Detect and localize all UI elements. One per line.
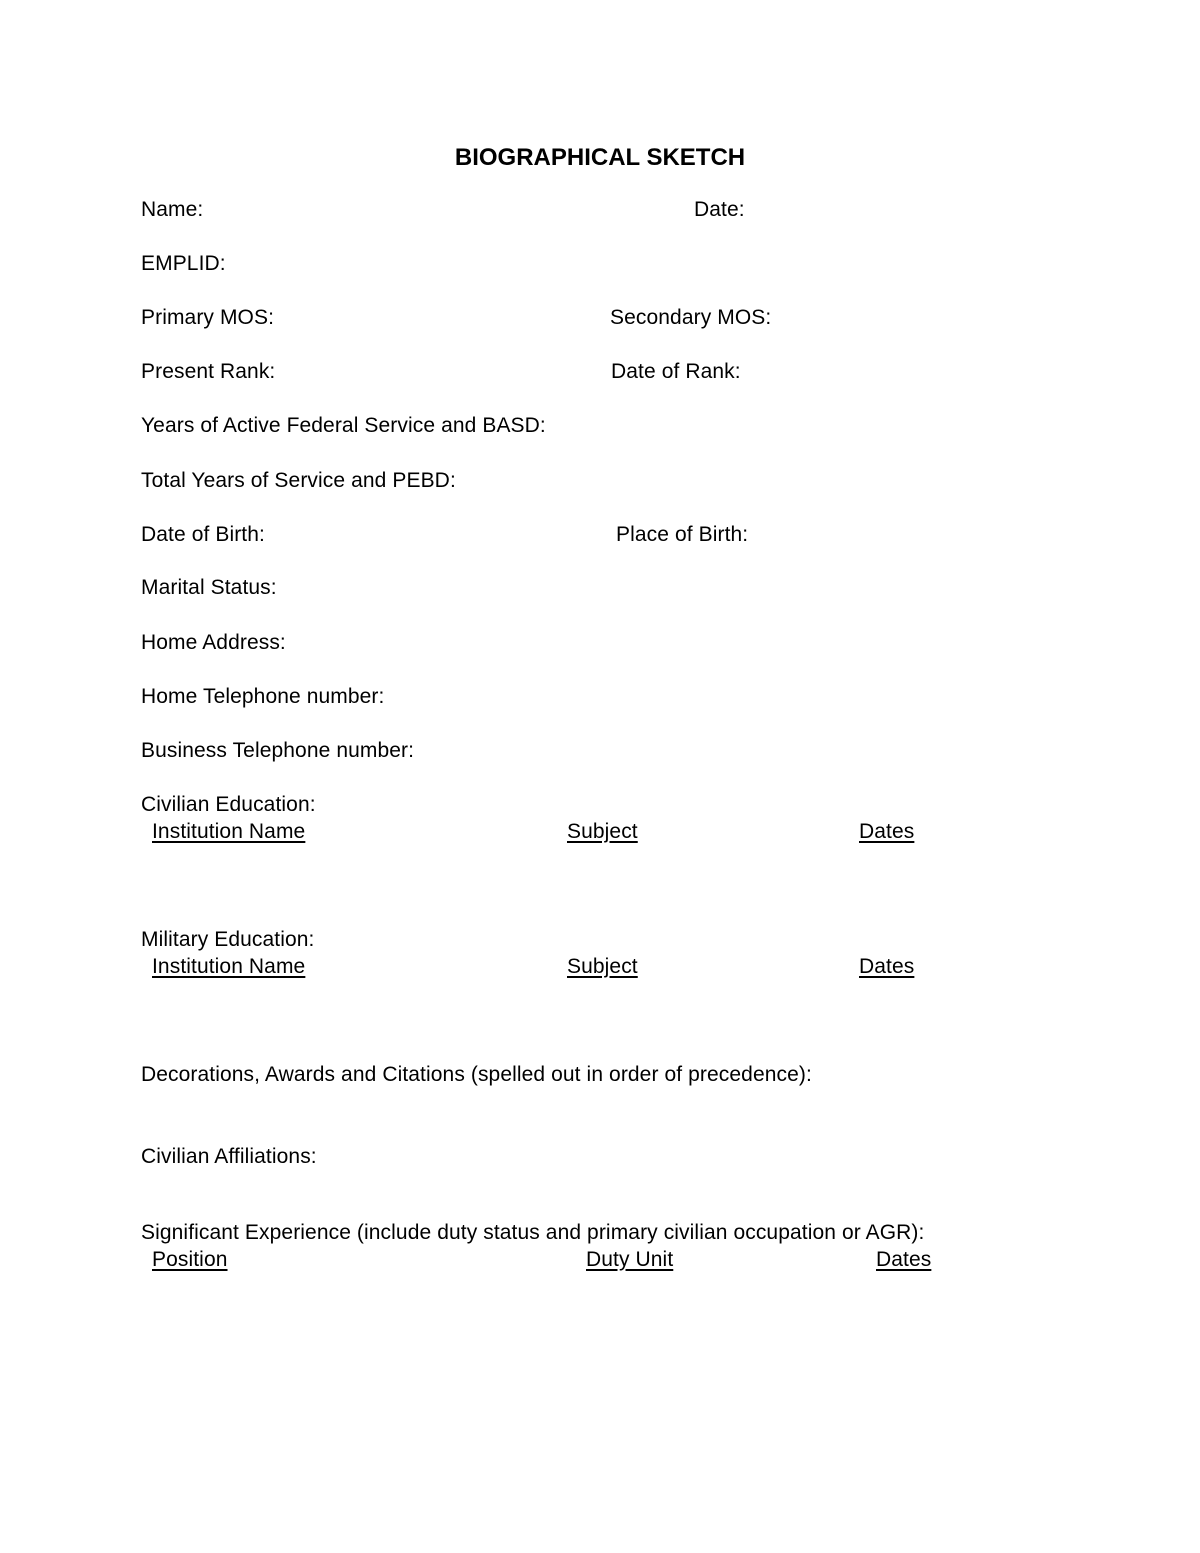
military-education-col-subject: Subject: [567, 955, 638, 978]
significant-experience-col-dates: Dates: [876, 1248, 932, 1271]
name-label: Name:: [141, 198, 204, 221]
home-address-label: Home Address:: [141, 631, 286, 654]
civilian-education-col-subject: Subject: [567, 820, 638, 843]
page-title: BIOGRAPHICAL SKETCH: [454, 144, 746, 171]
significant-experience-col-duty-unit: Duty Unit: [586, 1248, 674, 1271]
military-education-heading: Military Education:: [141, 928, 315, 951]
total-years-service-label: Total Years of Service and PEBD:: [141, 469, 456, 492]
civilian-education-heading: Civilian Education:: [141, 793, 316, 816]
military-education-col-dates: Dates: [859, 955, 915, 978]
date-label: Date:: [694, 198, 745, 221]
civilian-affiliations-heading: Civilian Affiliations:: [141, 1145, 317, 1168]
military-education-col-institution: Institution Name: [152, 955, 306, 978]
years-active-service-label: Years of Active Federal Service and BASD:: [141, 414, 546, 437]
date-of-rank-label: Date of Rank:: [611, 360, 741, 383]
emplid-label: EMPLID:: [141, 252, 226, 275]
present-rank-label: Present Rank:: [141, 360, 276, 383]
date-of-birth-label: Date of Birth:: [141, 523, 265, 546]
decorations-heading: Decorations, Awards and Citations (spelled out in order of precedence):: [141, 1063, 812, 1086]
significant-experience-col-position: Position: [152, 1248, 228, 1271]
home-telephone-label: Home Telephone number:: [141, 685, 385, 708]
primary-mos-label: Primary MOS:: [141, 306, 275, 329]
significant-experience-heading: Significant Experience (include duty status and primary civilian occupation or AGR):: [141, 1221, 925, 1244]
civilian-education-col-institution: Institution Name: [152, 820, 306, 843]
business-telephone-label: Business Telephone number:: [141, 739, 415, 762]
marital-status-label: Marital Status:: [141, 576, 277, 599]
place-of-birth-label: Place of Birth:: [616, 523, 749, 546]
civilian-education-col-dates: Dates: [859, 820, 915, 843]
secondary-mos-label: Secondary MOS:: [610, 306, 772, 329]
